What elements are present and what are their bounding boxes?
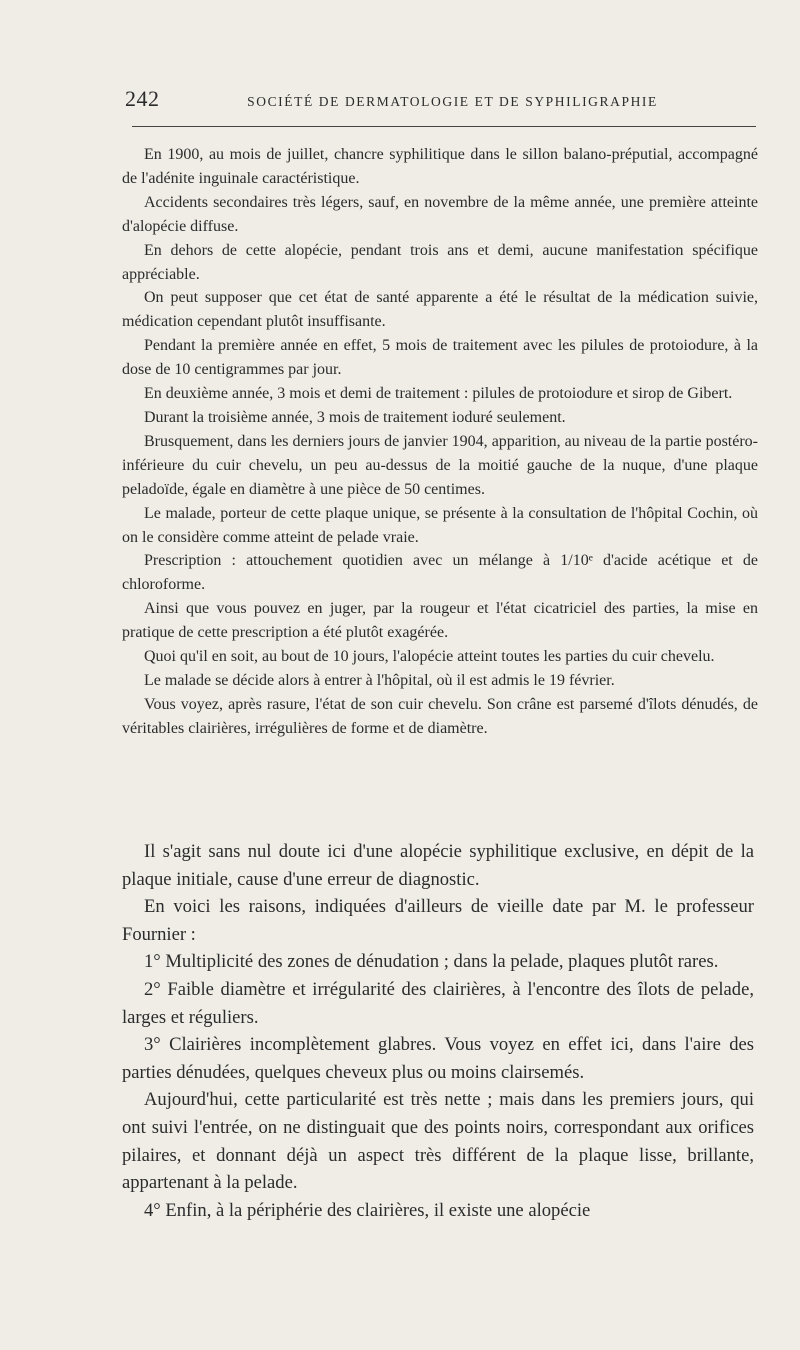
paragraph: Aujourd'hui, cette particularité est très nette ; mais dans les premiers jours, qui ont suivi l'entrée, on ne distinguait que des points noirs, correspondant aux orifices pilaires, et donnant déjà un aspect très différent de la plaque lisse, brillante, appartenant à la pelade. bbox=[122, 1089, 754, 1194]
paragraph: Le malade, porteur de cette plaque unique, se présente à la consultation de l'hôpital Cochin, où on le considère comme atteint de pelade vraie. bbox=[122, 504, 758, 546]
paragraph: Vous voyez, après rasure, l'état de son cuir chevelu. Son crâne est parsemé d'îlots dénudés, de véritables clairières, irrégulières de forme et de diamètre. bbox=[122, 695, 758, 737]
paragraph: Accidents secondaires très légers, sauf, en novembre de la même année, une première atteinte d'alopécie diffuse. bbox=[122, 193, 758, 235]
paragraph: On peut supposer que cet état de santé apparente a été le résultat de la médication suivie, médication cependant plutôt insuffisante. bbox=[122, 289, 758, 331]
paragraph: 3° Clairières incomplètement glabres. Vous voyez en effet ici, dans l'aire des parties dénudées, quelques cheveux plus ou moins clairsemés. bbox=[122, 1034, 754, 1083]
paragraph: Ainsi que vous pouvez en juger, par la rougeur et l'état cicatriciel des parties, la mise en pratique de cette prescription a été plutôt exagérée. bbox=[122, 600, 758, 642]
paragraph: En voici les raisons, indiquées d'ailleurs de vieille date par M. le professeur Fournier : bbox=[122, 896, 754, 945]
paragraph: Brusquement, dans les derniers jours de janvier 1904, apparition, au niveau de la partie postéro-inférieure du cuir chevelu, un peu au-dessus de la moitié gauche de la nuque, d'une plaque peladoïde, égale en diamètre à une pièce de 50 centimes. bbox=[122, 432, 758, 498]
paragraph: Durant la troisième année, 3 mois de traitement ioduré seulement. bbox=[144, 408, 566, 426]
page-number: 242 bbox=[125, 86, 160, 111]
paragraph: 1° Multiplicité des zones de dénudation ; dans la pelade, plaques plutôt rares. bbox=[144, 951, 719, 973]
paragraph: Quoi qu'il en soit, au bout de 10 jours, l'alopécie atteint toutes les parties du cuir chevelu. bbox=[144, 648, 715, 666]
discussion-section bbox=[122, 838, 754, 1224]
paragraph: Le malade se décide alors à entrer à l'hôpital, où il est admis le 19 février. bbox=[144, 671, 615, 689]
paragraph: Il s'agit sans nul doute ici d'une alopécie syphilitique exclusive, en dépit de la plaque initiale, cause d'une erreur de diagnostic. bbox=[122, 841, 754, 890]
paragraph: Prescription : attouchement quotidien avec un mélange à 1/10ᵉ d'acide acétique et de chloroforme. bbox=[122, 552, 758, 594]
paragraph: 2° Faible diamètre et irrégularité des clairières, à l'encontre des îlots de pelade, larges et réguliers. bbox=[122, 978, 754, 1028]
page-header bbox=[125, 86, 755, 112]
paragraph: En 1900, au mois de juillet, chancre syphilitique dans le sillon balano-préputial, accompagné de l'adénite inguinale caractéristique. bbox=[122, 146, 758, 187]
paragraph: Pendant la première année en effet, 5 mois de traitement avec les pilules de protoiodure, à la dose de 10 centigrammes par jour. bbox=[122, 337, 758, 379]
running-title: SOCIÉTÉ DE DERMATOLOGIE ET DE SYPHILIGRAPHIE bbox=[247, 94, 658, 109]
paragraph: En dehors de cette alopécie, pendant trois ans et demi, aucune manifestation spécifique appréciable. bbox=[122, 241, 758, 283]
paragraph: 4° Enfin, à la périphérie des clairières, il existe une alopécie bbox=[144, 1199, 591, 1221]
header-rule bbox=[132, 126, 756, 127]
case-history-section bbox=[122, 143, 758, 741]
paragraph: En deuxième année, 3 mois et demi de traitement : pilules de protoiodure et sirop de Gibert. bbox=[144, 385, 733, 403]
